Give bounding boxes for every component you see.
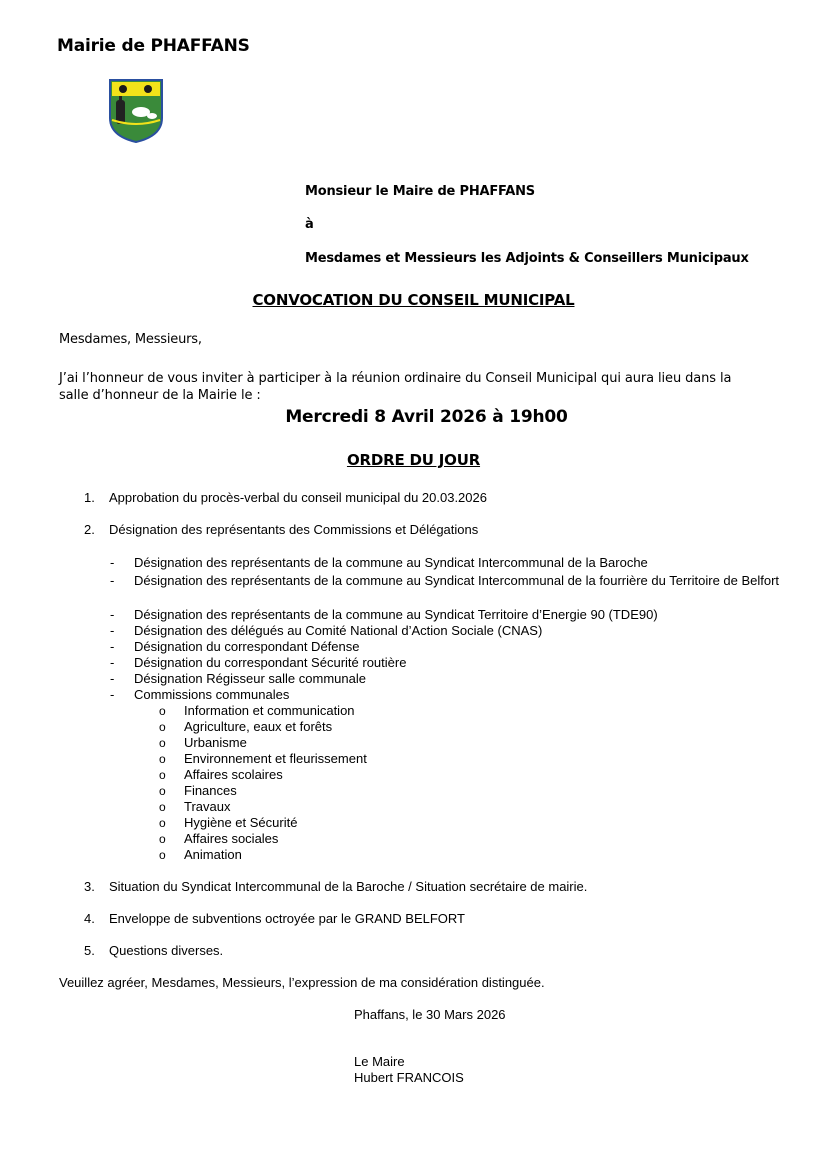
commission-item: Hygiène et Sécurité	[184, 815, 298, 830]
agenda-number: 2.	[84, 522, 95, 537]
designation-item: Désignation Régisseur salle communale	[134, 671, 366, 686]
circle-bullet: o	[159, 848, 166, 862]
signer-title: Le Maire	[354, 1054, 405, 1069]
circle-bullet: o	[159, 816, 166, 830]
commission-item: Travaux	[184, 799, 231, 814]
designation-item: Désignation des représentants de la commune au Syndicat Territoire d’Energie 90 (TDE90)	[134, 607, 658, 622]
agenda-item: Approbation du procès-verbal du conseil municipal du 20.03.2026	[109, 490, 487, 505]
designation-item: Désignation des représentants de la commune au Syndicat Intercommunal de la fourrière du Territoire de Belfort	[134, 573, 780, 588]
agenda-item: Désignation des représentants des Commissions et Délégations	[109, 522, 479, 537]
sender-line: Monsieur le Maire de PHAFFANS	[305, 184, 535, 199]
dash-bullet: -	[110, 623, 115, 638]
commission-item: Affaires sociales	[184, 831, 279, 846]
circle-bullet: o	[159, 800, 166, 814]
commission-item: Finances	[184, 783, 237, 798]
agenda-number: 1.	[84, 490, 95, 505]
closing-formula: Veuillez agréer, Mesdames, Messieurs, l’expression de ma considération distinguée.	[59, 975, 545, 990]
commission-item: Animation	[184, 847, 242, 862]
designation-item: Désignation des représentants de la commune au Syndicat Intercommunal de la Baroche	[134, 555, 648, 570]
commission-item: Affaires scolaires	[184, 767, 283, 782]
dash-bullet: -	[110, 639, 115, 654]
agenda-item: Enveloppe de subventions octroyée par le GRAND BELFORT	[109, 911, 465, 926]
circle-bullet: o	[159, 832, 166, 846]
agenda-number: 5.	[84, 943, 95, 958]
salutation: Mesdames, Messieurs,	[59, 332, 202, 347]
designation-item: Commissions communales	[134, 687, 290, 702]
dash-bullet: -	[110, 573, 115, 588]
dash-bullet: -	[110, 671, 115, 686]
dash-bullet: -	[110, 607, 115, 622]
circle-bullet: o	[159, 784, 166, 798]
commission-item: Environnement et fleurissement	[184, 751, 367, 766]
circle-bullet: o	[159, 752, 166, 766]
intro-paragraph: J’ai l’honneur de vous inviter à participer à la réunion ordinaire du Conseil Municipal qui aura lieu dans la salle d’honneur de la Mairie le :	[59, 371, 732, 403]
dash-bullet: -	[110, 687, 115, 702]
mairie-title: Mairie de PHAFFANS	[57, 36, 250, 56]
dash-bullet: -	[110, 555, 115, 570]
commission-item: Urbanisme	[184, 735, 247, 750]
dash-bullet: -	[110, 655, 115, 670]
circle-bullet: o	[159, 720, 166, 734]
signer-name: Hubert FRANCOIS	[354, 1070, 464, 1085]
designation-item: Désignation du correspondant Défense	[134, 639, 360, 654]
designation-item: Désignation du correspondant Sécurité routière	[134, 655, 407, 670]
recipients-line: Mesdames et Messieurs les Adjoints & Conseillers Municipaux	[305, 251, 749, 266]
document-title: CONVOCATION DU CONSEIL MUNICIPAL	[252, 291, 575, 309]
place-and-date: Phaffans, le 30 Mars 2026	[354, 1007, 506, 1022]
commission-item: Agriculture, eaux et forêts	[184, 719, 333, 734]
designation-item: Désignation des délégués au Comité National d’Action Sociale (CNAS)	[134, 623, 543, 638]
commission-item: Information et communication	[184, 703, 355, 718]
agenda-item: Questions diverses.	[109, 943, 224, 958]
agenda-number: 4.	[84, 911, 95, 926]
to-word: à	[305, 217, 314, 232]
circle-bullet: o	[159, 768, 166, 782]
circle-bullet: o	[159, 704, 166, 718]
municipal-coat-of-arms-icon	[108, 78, 164, 144]
agenda-item: Situation du Syndicat Intercommunal de la Baroche / Situation secrétaire de mairie.	[109, 879, 588, 894]
agenda-number: 3.	[84, 879, 95, 894]
agenda-title: ORDRE DU JOUR	[346, 451, 481, 469]
meeting-date: Mercredi 8 Avril 2026 à 19h00	[285, 407, 568, 427]
circle-bullet: o	[159, 736, 166, 750]
